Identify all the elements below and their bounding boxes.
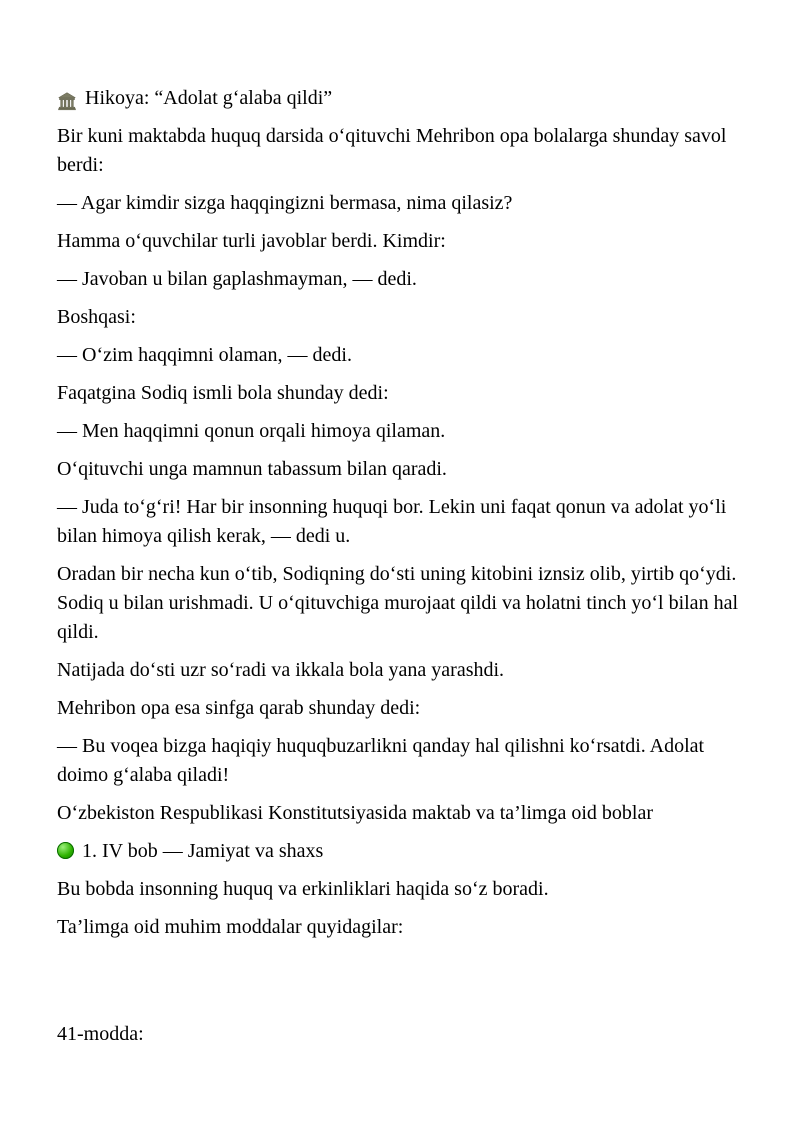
paragraph-text: Natijada do‘sti uzr so‘radi va ikkala bola yana yarashdi. bbox=[57, 659, 505, 681]
green-circle-icon bbox=[57, 842, 74, 859]
paragraph bbox=[57, 379, 747, 408]
paragraph bbox=[57, 303, 747, 332]
paragraph bbox=[57, 84, 747, 113]
paragraph bbox=[57, 875, 747, 904]
paragraph bbox=[57, 189, 747, 218]
paragraph-text: Bir kuni maktabda huquq darsida o‘qituvchi Mehribon opa bolalarga shunday savol berdi: bbox=[57, 125, 727, 176]
document-content bbox=[57, 84, 747, 1049]
paragraph-text: — Bu voqea bizga haqiqiy huquqbuzarlikni qanday hal qilishni ko‘rsatdi. Adolat doimo g‘alaba qiladi! bbox=[57, 735, 705, 786]
paragraph bbox=[57, 417, 747, 446]
paragraph-text: Boshqasi: bbox=[57, 306, 136, 328]
paragraph-text: O‘zbekiston Respublikasi Konstitutsiyasida maktab va ta’limga oid boblar bbox=[57, 802, 654, 824]
paragraph-text: Mehribon opa esa sinfga qarab shunday dedi: bbox=[57, 697, 421, 719]
paragraph-text: 41-modda: bbox=[57, 1023, 144, 1045]
paragraph bbox=[57, 732, 747, 790]
paragraph-text: Faqatgina Sodiq ismli bola shunday dedi: bbox=[57, 382, 389, 404]
paragraph-text: — O‘zim haqqimni olaman, — dedi. bbox=[57, 344, 352, 366]
paragraph bbox=[57, 122, 747, 180]
paragraph-text: 1. IV bob — Jamiyat va shaxs bbox=[82, 840, 324, 862]
paragraph-text: — Men haqqimni qonun orqali himoya qilaman. bbox=[57, 420, 446, 442]
paragraph bbox=[57, 837, 747, 866]
paragraph-text: — Agar kimdir sizga haqqingizni bermasa, nima qilasiz? bbox=[57, 192, 513, 214]
paragraph-text: Hamma o‘quvchilar turli javoblar berdi. Kimdir: bbox=[57, 230, 446, 252]
paragraph bbox=[57, 694, 747, 723]
paragraph bbox=[57, 1020, 747, 1049]
paragraph-text: — Javoban u bilan gaplashmayman, — dedi. bbox=[57, 268, 417, 290]
paragraph bbox=[57, 799, 747, 828]
classical-building-icon bbox=[57, 91, 77, 111]
paragraph bbox=[57, 341, 747, 370]
paragraph bbox=[57, 265, 747, 294]
paragraph bbox=[57, 493, 747, 551]
paragraph-text: O‘qituvchi unga mamnun tabassum bilan qaradi. bbox=[57, 458, 447, 480]
paragraph bbox=[57, 227, 747, 256]
paragraph bbox=[57, 560, 747, 647]
paragraph bbox=[57, 656, 747, 685]
paragraph-text: Hikoya: “Adolat g‘alaba qildi” bbox=[85, 87, 333, 109]
paragraph bbox=[57, 455, 747, 484]
paragraph-text: Oradan bir necha kun o‘tib, Sodiqning do‘sti uning kitobini iznsiz olib, yirtib qo‘ydi. Sodiq u bilan urishmadi. U o‘qituvchiga murojaat qildi va holatni tinch yo‘l bilan hal qildi. bbox=[57, 563, 738, 643]
paragraph-text: Bu bobda insonning huquq va erkinliklari haqida so‘z boradi. bbox=[57, 878, 549, 900]
paragraph-text: Ta’limga oid muhim moddalar quyidagilar: bbox=[57, 916, 404, 938]
paragraph-text: — Juda to‘g‘ri! Har bir insonning huquqi bor. Lekin uni faqat qonun va adolat yo‘li bilan himoya qilish kerak, — dedi u. bbox=[57, 496, 727, 547]
paragraph bbox=[57, 913, 747, 942]
